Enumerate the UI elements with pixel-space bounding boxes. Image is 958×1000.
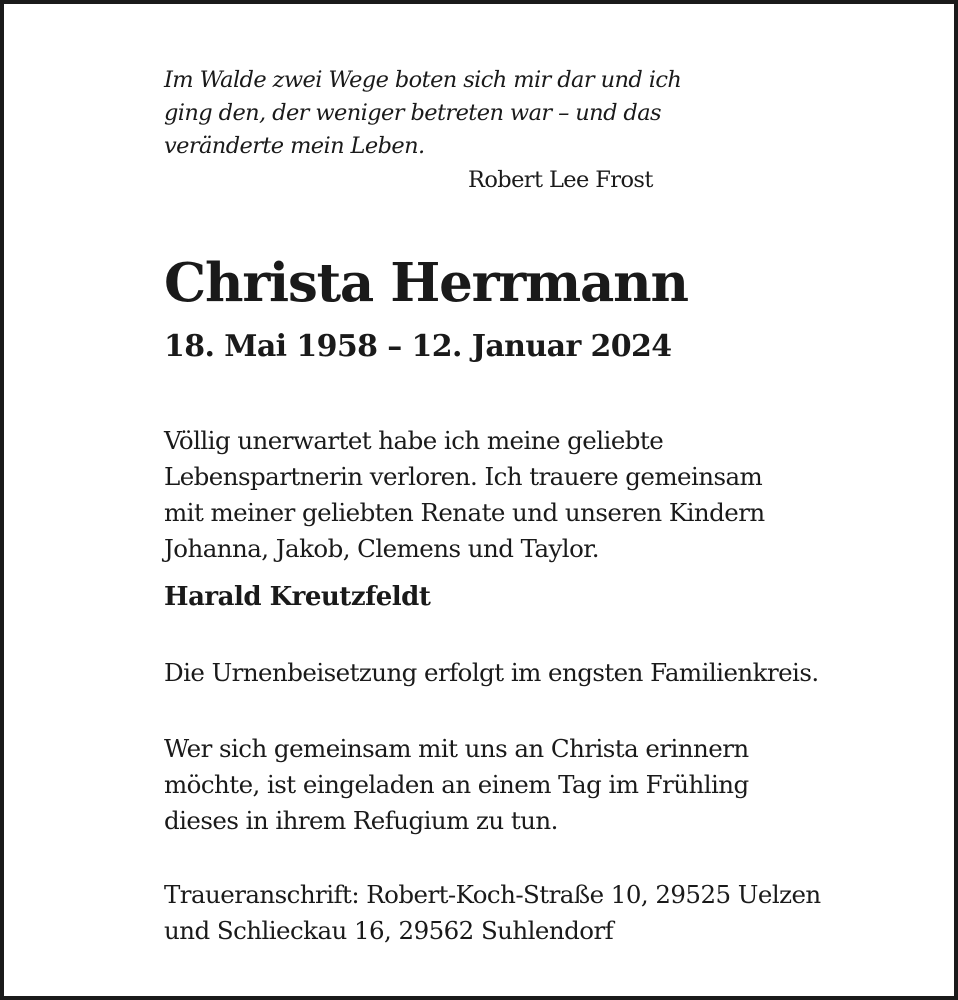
quote-author: Robert Lee Frost (468, 167, 653, 193)
invitation-text (164, 731, 804, 839)
invitation-line: dieses in ihrem Refugium zu tun. (164, 806, 558, 835)
invitation-line: möchte, ist eingeladen an einem Tag im Frühling (164, 770, 749, 799)
quote-line: Im Walde zwei Wege boten sich mir dar und ich (164, 67, 682, 93)
address-line: und Schlieckau 16, 29562 Suhlendorf (164, 916, 614, 945)
epigraph-quote (164, 64, 704, 163)
quote-line: veränderte mein Leben. (164, 133, 425, 159)
life-dates: 18. Mai 1958 – 12. Januar 2024 (164, 329, 672, 364)
message-line: mit meiner geliebten Renate und unseren Kindern (164, 498, 765, 527)
mourning-address (164, 877, 864, 949)
burial-note (164, 655, 864, 691)
message-line: Johanna, Jakob, Clemens und Taylor. (164, 534, 599, 563)
invitation-line: Wer sich gemeinsam mit uns an Christa erinnern (164, 734, 749, 763)
signer-name: Harald Kreutzfeldt (164, 582, 431, 612)
address-line: Traueranschrift: Robert-Koch-Straße 10, 29525 Uelzen (164, 880, 821, 909)
mourning-message (164, 423, 804, 567)
deceased-name: Christa Herrmann (164, 252, 688, 314)
message-line: Lebenspartnerin verloren. Ich trauere gemeinsam (164, 462, 763, 491)
quote-line: ging den, der weniger betreten war – und das (164, 100, 661, 126)
burial-note-line: Die Urnenbeisetzung erfolgt im engsten Familienkreis. (164, 658, 819, 687)
message-line: Völlig unerwartet habe ich meine geliebte (164, 426, 664, 455)
